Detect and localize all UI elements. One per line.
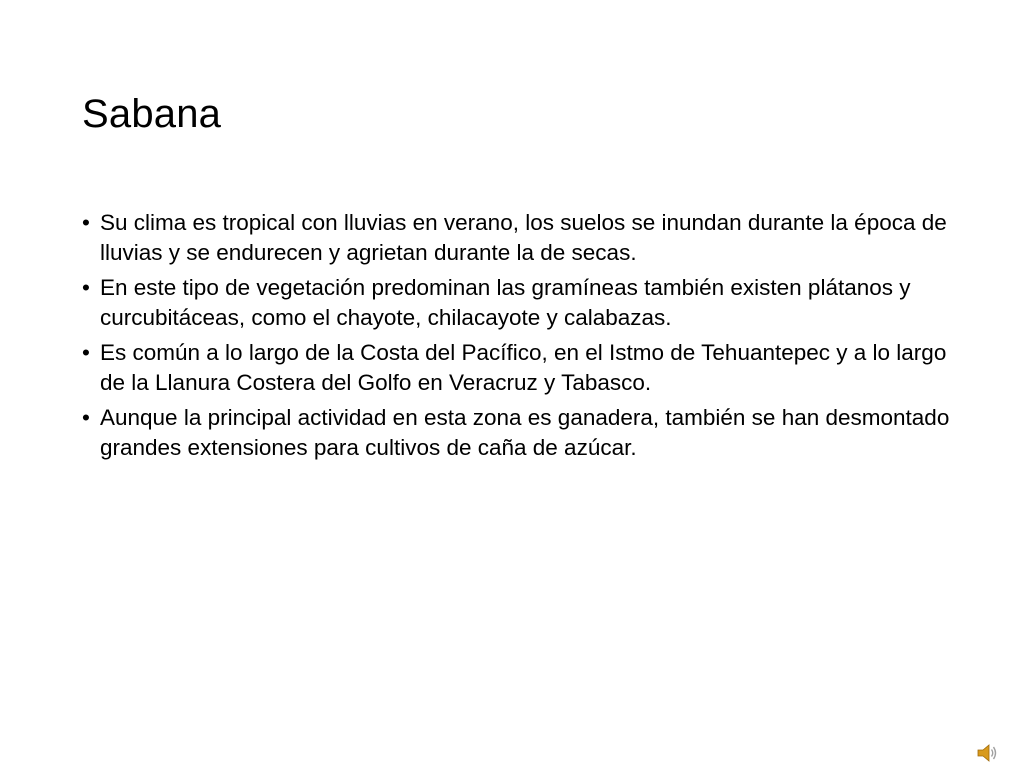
bullet-list	[82, 208, 962, 468]
bullet-item	[82, 338, 962, 398]
bullet-marker: •	[82, 210, 90, 235]
bullet-item	[82, 403, 962, 463]
bullet-marker: •	[82, 340, 90, 365]
speaker-icon[interactable]	[976, 742, 998, 764]
bullet-item	[82, 273, 962, 333]
bullet-text: En este tipo de vegetación predominan las gramíneas también existen plátanos y curcubitáceas, como el chayote, chilacayote y calabazas.	[100, 275, 911, 330]
bullet-text: Es común a lo largo de la Costa del Pacífico, en el Istmo de Tehuantepec y a lo largo de la Llanura Costera del Golfo en Veracruz y Tabasco.	[100, 340, 947, 395]
bullet-marker: •	[82, 275, 90, 300]
bullet-marker: •	[82, 405, 90, 430]
bullet-text: Aunque la principal actividad en esta zona es ganadera, también se han desmontado grandes extensiones para cultivos de caña de azúcar.	[100, 405, 950, 460]
bullet-item	[82, 208, 962, 268]
bullet-text: Su clima es tropical con lluvias en verano, los suelos se inundan durante la época de lluvias y se endurecen y agrietan durante la de secas.	[100, 210, 947, 265]
slide-title: Sabana	[82, 92, 222, 136]
